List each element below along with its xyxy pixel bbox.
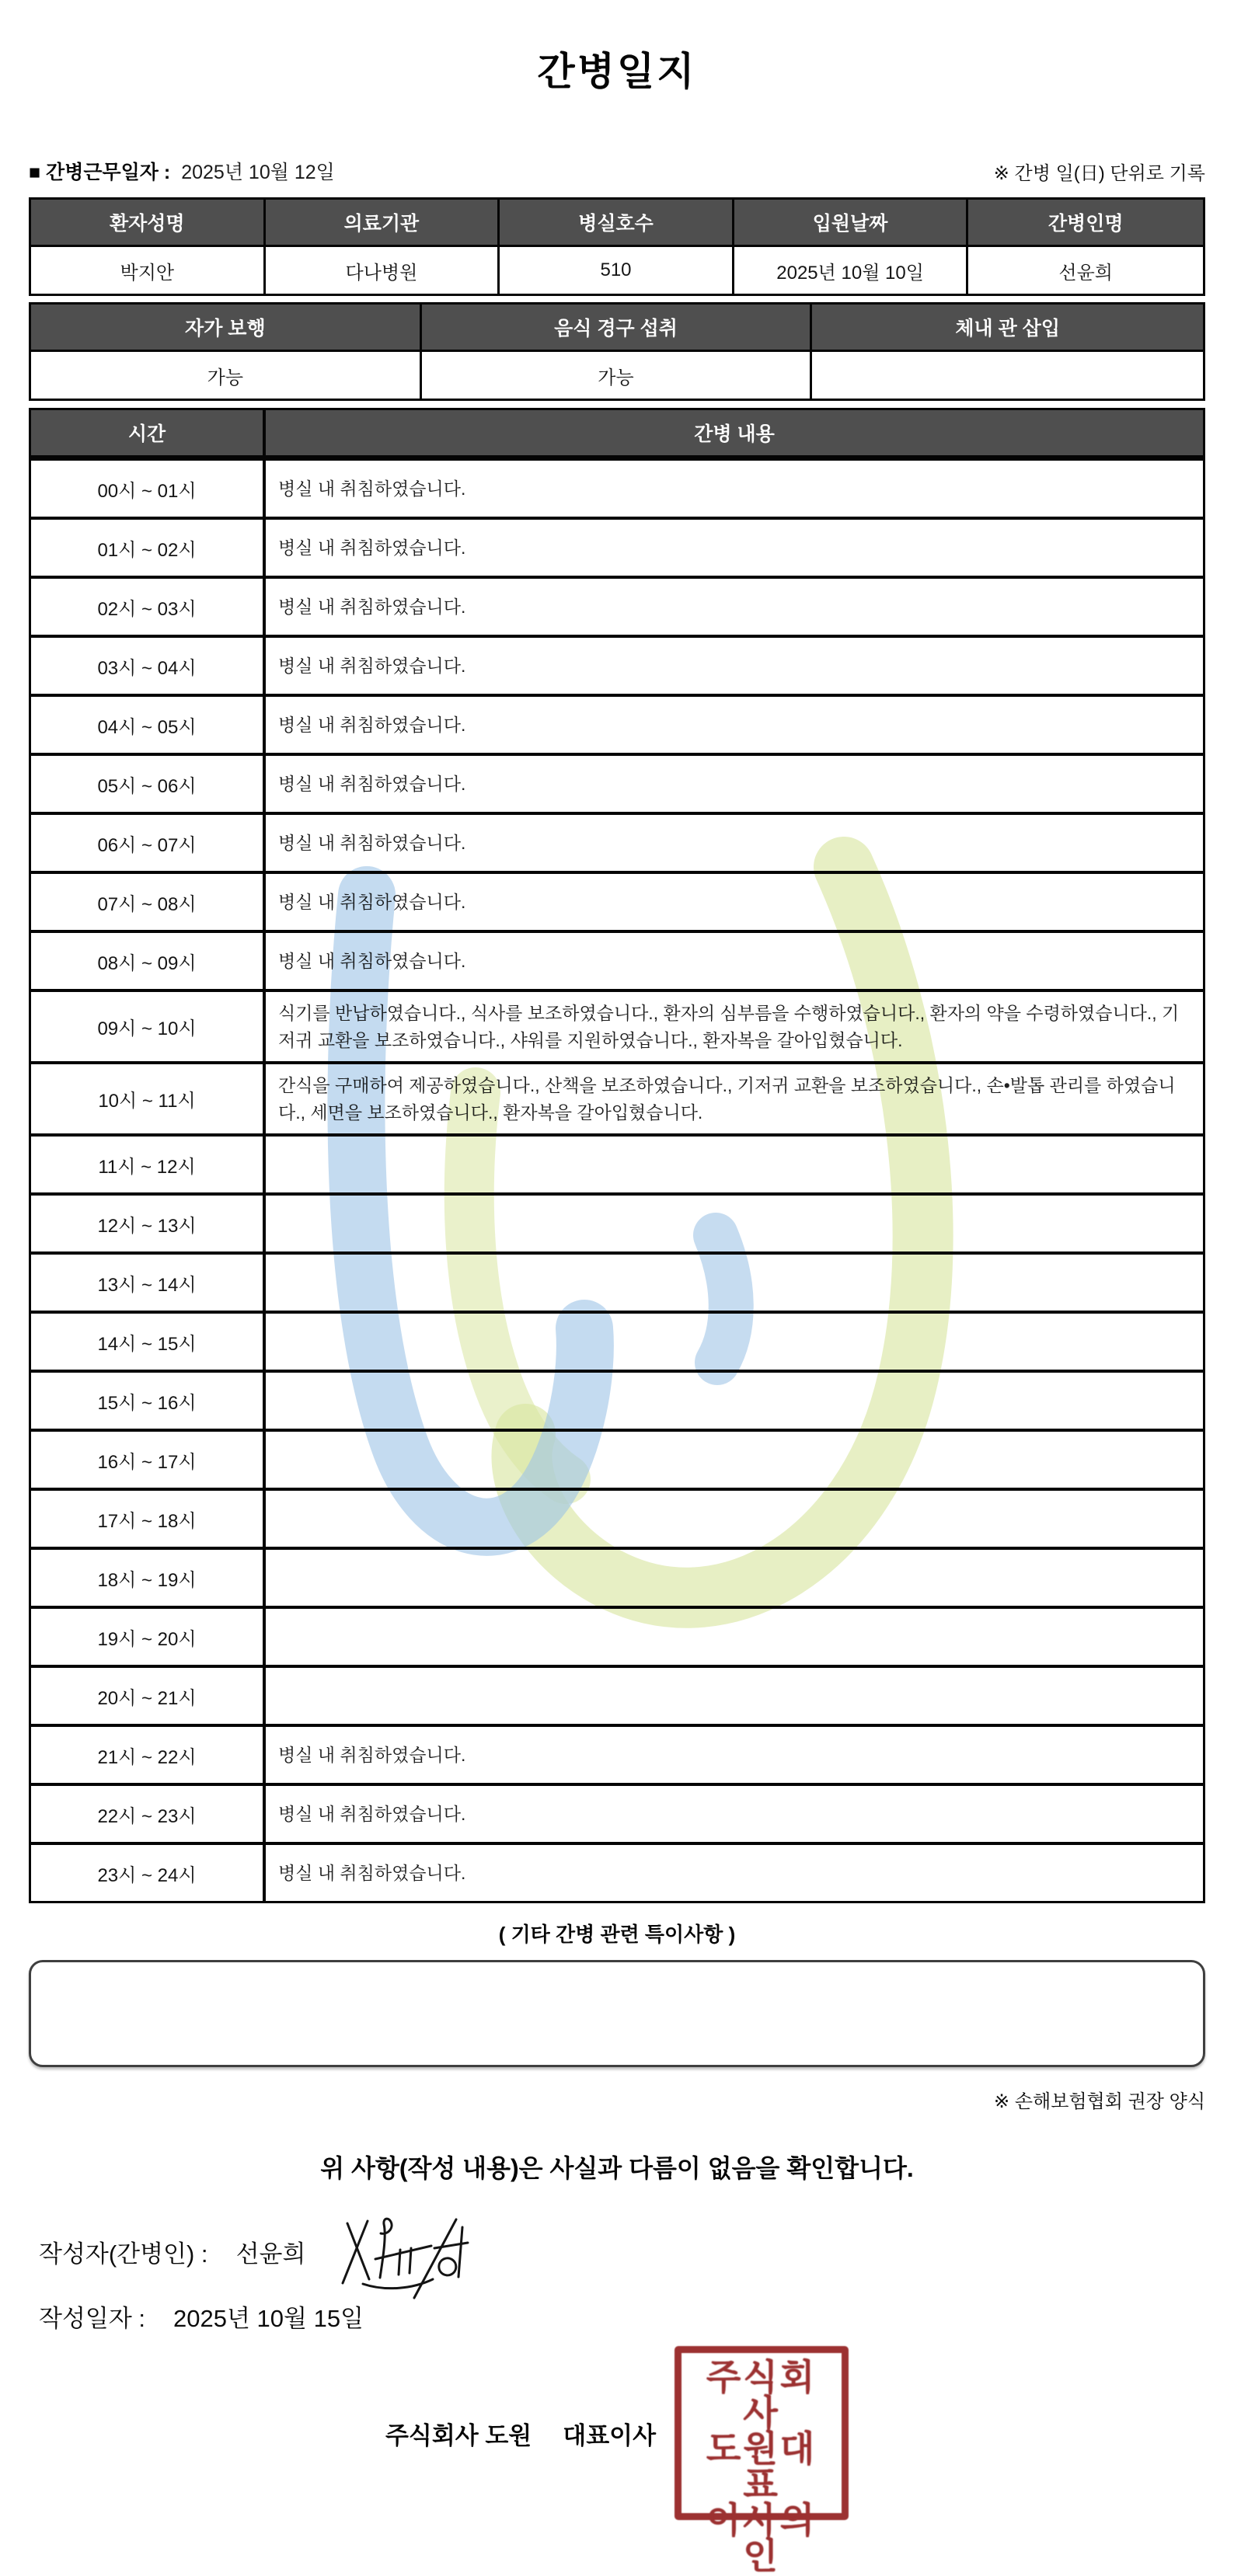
time-cell: 00시 ~ 01시 [31,461,266,517]
value-oral-intake: 가능 [422,352,813,399]
care-log-table [29,408,1205,1903]
work-date-label: ■ 간병근무일자 : [29,162,171,183]
company-line [385,2416,656,2451]
table-row [31,576,1203,635]
unit-note: ※ 간병 일(日) 단위로 기록 [993,163,1205,184]
table-row [31,1429,1203,1488]
care-content-cell [266,1314,1203,1370]
care-content-cell: 병실 내 취침하였습니다. [278,950,466,971]
table-row [31,989,1203,1061]
handwritten-signature [338,2217,474,2301]
write-date-value: 2025년 10월 15일 [173,2305,364,2332]
care-content-cell [266,1432,1203,1488]
corporate-seal-stamp [675,2346,849,2576]
patient-status-header-row [31,305,1203,352]
value-self-walking: 가능 [31,352,422,399]
care-content-cell: 병실 내 취침하였습니다. [278,773,466,794]
table-row [31,1665,1203,1724]
stamp-line-2: 도원대표 [706,2428,817,2505]
table-row [31,753,1203,812]
time-cell: 16시 ~ 17시 [31,1432,266,1488]
care-content-cell: 병실 내 취침하였습니다. [278,832,466,853]
time-cell: 14시 ~ 15시 [31,1314,266,1370]
table-row [31,1783,1203,1842]
company-seal-row [0,2346,1234,2576]
time-cell: 07시 ~ 08시 [31,874,266,930]
care-content-cell [266,1255,1203,1311]
table-row [31,1842,1203,1901]
time-cell: 08시 ~ 09시 [31,933,266,989]
care-log-document [0,40,1234,2576]
time-cell: 09시 ~ 10시 [31,992,266,1061]
care-content-cell: 병실 내 취침하였습니다. [278,537,466,558]
care-content-cell: 병실 내 취침하였습니다. [278,1803,466,1824]
header-caregiver-name: 간병인명 [968,200,1203,247]
time-cell: 13시 ~ 14시 [31,1255,266,1311]
meta-row [29,157,1205,185]
care-content-cell: 병실 내 취침하였습니다. [278,478,466,499]
header-room-number: 병실호수 [500,200,734,247]
time-cell: 10시 ~ 11시 [31,1064,266,1133]
time-cell: 19시 ~ 20시 [31,1609,266,1665]
recommended-form-note: ※ 손해보험협회 권장 양식 [994,2091,1205,2112]
table-row [31,1192,1203,1251]
confirmation-statement: 위 사항(작성 내용)은 사실과 다름이 없음을 확인합니다. [320,2154,914,2182]
table-row [31,1061,1203,1133]
value-room-number: 510 [500,247,734,294]
header-care-content: 간병 내용 [266,410,1203,458]
care-content-cell: 간식을 구매하여 제공하였습니다., 산책을 보조하였습니다., 기저귀 교환을 보조하였습니다., 손•발톱 관리를 하였습니다., 세면을 보조하였습니다., 환자복을 갈아입혔습니다. [278,1075,1176,1123]
patient-info-header-row [31,200,1203,247]
writer-label: 작성자(간병인) : [39,2240,208,2268]
time-cell: 17시 ~ 18시 [31,1491,266,1547]
write-date-label: 작성일자 : [39,2305,146,2332]
ceo-label: 대표이사 [563,2421,657,2449]
time-cell: 18시 ~ 19시 [31,1550,266,1606]
special-notes-box[interactable] [29,1960,1205,2067]
care-content-cell [266,1491,1203,1547]
table-row [31,1606,1203,1665]
care-content-cell [266,1550,1203,1606]
table-row [31,458,1203,517]
header-tube-insert: 체내 관 삽입 [812,305,1203,352]
table-row [31,930,1203,989]
company-name: 주식회사 도원 [385,2421,532,2449]
care-log-header-row [31,410,1203,458]
time-cell: 06시 ~ 07시 [31,815,266,871]
stamp-line-1: 주식회사 [706,2357,817,2433]
special-notes-heading: ( 기타 간병 관련 특이사항 ) [498,1923,736,1946]
value-patient-name: 박지안 [31,247,266,294]
care-content-cell [266,1668,1203,1724]
table-row [31,812,1203,871]
writer-line [39,2234,1234,2269]
table-row [31,1370,1203,1429]
patient-status-table [29,302,1205,401]
time-cell: 04시 ~ 05시 [31,697,266,753]
time-cell: 15시 ~ 16시 [31,1373,266,1429]
care-content-cell [266,1196,1203,1251]
value-caregiver-name: 선윤희 [1058,262,1113,284]
value-hospital: 다나병원 [266,247,500,294]
work-date-value: 2025년 10월 12일 [181,162,335,183]
time-cell: 20시 ~ 21시 [31,1668,266,1724]
care-content-cell [266,1373,1203,1429]
time-cell: 01시 ~ 02시 [31,520,266,576]
header-hospital: 의료기관 [266,200,500,247]
header-oral-intake: 음식 경구 섭취 [422,305,813,352]
header-time: 시간 [31,410,266,458]
care-content-cell [266,1609,1203,1665]
write-date-line [39,2299,1234,2334]
time-cell: 22시 ~ 23시 [31,1786,266,1842]
care-content-cell: 병실 내 취침하였습니다. [278,714,466,735]
table-row [31,517,1203,576]
time-cell: 02시 ~ 03시 [31,579,266,635]
patient-info-table [29,197,1205,296]
table-row [31,1311,1203,1370]
writer-name: 선윤희 [235,2240,306,2268]
care-content-cell: 병실 내 취침하였습니다. [278,596,466,617]
care-log-rows [31,458,1203,1901]
header-patient-name: 환자성명 [31,200,266,247]
table-row [31,1724,1203,1783]
table-row [31,1251,1203,1311]
table-row [31,1133,1203,1192]
time-cell: 03시 ~ 04시 [31,638,266,694]
header-admission-date: 입원날짜 [734,200,969,247]
time-cell: 23시 ~ 24시 [31,1845,266,1901]
table-row [31,635,1203,694]
care-content-cell [266,1137,1203,1192]
time-cell: 21시 ~ 22시 [31,1727,266,1783]
table-row [31,694,1203,753]
header-self-walking: 자가 보행 [31,305,422,352]
time-cell: 12시 ~ 13시 [31,1196,266,1251]
table-row [31,871,1203,930]
care-content-cell: 병실 내 취침하였습니다. [278,1744,466,1765]
work-date-line [29,157,335,185]
patient-status-value-row [31,352,1203,399]
time-cell: 05시 ~ 06시 [31,756,266,812]
table-row [31,1547,1203,1606]
value-tube-insert [812,352,1203,399]
care-content-cell: 병실 내 취침하였습니다. [278,1862,466,1883]
care-content-cell: 식기를 반납하였습니다., 식사를 보조하였습니다., 환자의 심부름을 수행하였습니다., 환자의 약을 수령하였습니다., 기저귀 교환을 보조하였습니다., 샤워를 지원하였습니다., 환자복을 갈아입혔습니다. [278,1003,1180,1050]
page-title: 간병일지 [537,50,697,93]
care-content-cell: 병실 내 취침하였습니다. [278,891,466,912]
care-content-cell: 병실 내 취침하였습니다. [278,655,466,676]
time-cell: 11시 ~ 12시 [31,1137,266,1192]
table-row [31,1488,1203,1547]
stamp-line-3: 이사의인 [706,2500,817,2576]
patient-info-value-row [31,247,1203,294]
value-admission-date: 2025년 10월 10일 [734,247,969,294]
